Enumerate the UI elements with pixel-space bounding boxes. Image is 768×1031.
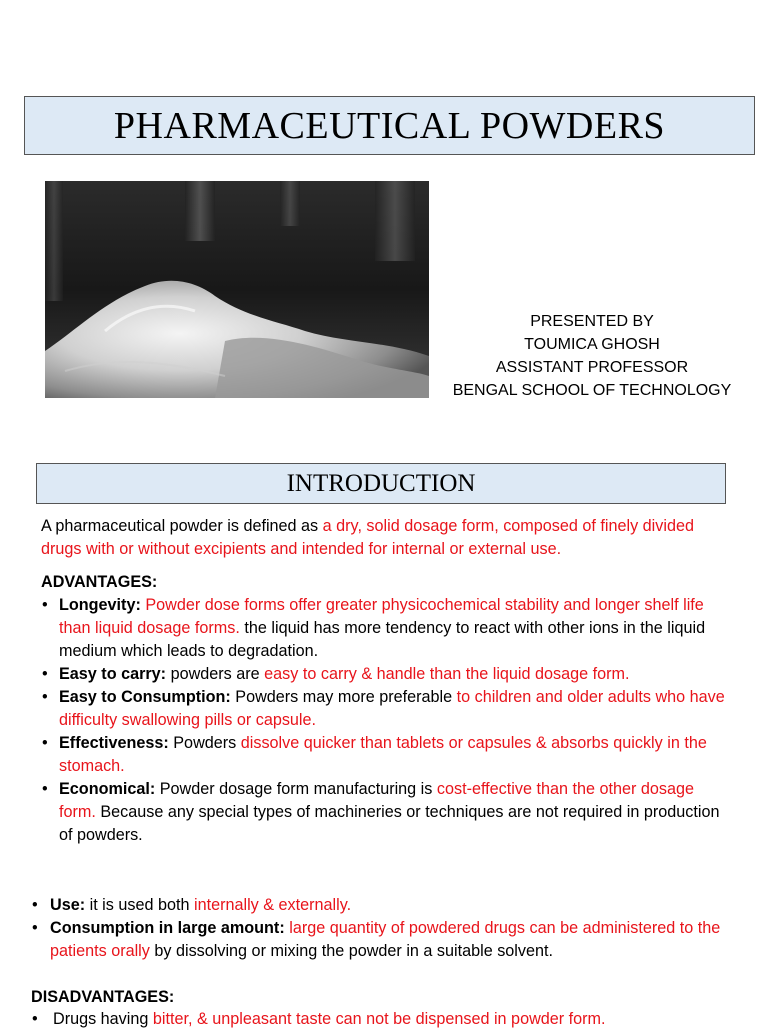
intro-lead: A pharmaceutical powder is defined as	[41, 517, 323, 535]
item-highlight: cost-effective than the other dosage form.	[59, 780, 694, 821]
disadvantages-list	[31, 1008, 731, 1031]
item-text: Because any special types of machineries or techniques are not required in production of powders.	[59, 803, 720, 844]
list-item	[41, 686, 731, 732]
item-text: Drugs having	[53, 1010, 153, 1028]
slide-title	[24, 96, 755, 155]
content-body	[41, 515, 731, 847]
disadvantages-heading: DISADVANTAGES:	[31, 988, 175, 1006]
item-label: Easy to Consumption:	[59, 688, 231, 706]
powder-photo	[45, 181, 429, 398]
list-item	[31, 917, 731, 963]
item-highlight: dissolve quicker than tablets or capsules & absorbs quickly in the stomach.	[59, 734, 707, 775]
presenter-info	[447, 310, 737, 402]
item-highlight: to children and older adults who have difficulty swallowing pills or capsule.	[59, 688, 725, 729]
presenter-line: PRESENTED BY	[530, 313, 654, 330]
section-heading	[36, 463, 726, 504]
item-highlight: bitter, & unpleasant taste can not be dispensed in powder form.	[152, 1010, 606, 1028]
list-item	[41, 732, 731, 778]
more-advantages-list	[31, 894, 731, 963]
list-item	[41, 778, 731, 847]
presenter-role: ASSISTANT PROFESSOR	[495, 359, 689, 376]
item-text: it is used both	[85, 896, 194, 914]
item-text: Powder dosage form manufacturing is	[155, 780, 437, 798]
item-label: Consumption in large amount:	[50, 919, 285, 937]
list-item	[31, 894, 731, 917]
item-text: Powders may more preferable	[230, 688, 457, 706]
presenter-institution: BENGAL SCHOOL OF TECHNOLOGY	[452, 382, 732, 399]
powder-pile-image	[45, 181, 429, 398]
item-label: Effectiveness:	[59, 734, 169, 752]
presenter-name: TOUMICA GHOSH	[524, 336, 660, 353]
intro-paragraph	[41, 515, 731, 561]
advantages-list	[41, 594, 731, 847]
intro-definition: a dry, solid dosage form, composed of finely divided drugs with or without excipients and intended for internal or external use.	[41, 517, 694, 558]
item-label: Easy to carry:	[59, 665, 167, 683]
advantages-heading: ADVANTAGES:	[41, 573, 158, 591]
item-highlight: internally & externally.	[193, 896, 352, 914]
item-label: Economical:	[59, 780, 156, 798]
slide-title-text: PHARMACEUTICAL POWDERS	[113, 104, 666, 147]
list-item	[41, 594, 731, 663]
item-highlight: Powder dose forms offer greater physicochemical stability and longer shelf life than liquid dosage forms.	[59, 596, 704, 637]
item-highlight: large quantity of powdered drugs can be administered to the patients orally	[50, 919, 721, 960]
item-highlight: easy to carry & handle than the liquid dosage form.	[264, 665, 630, 683]
item-text: Powders	[168, 734, 241, 752]
item-label: Longevity:	[59, 596, 141, 614]
item-label: Use:	[50, 896, 86, 914]
item-text: powders are	[166, 665, 265, 683]
section-heading-text: INTRODUCTION	[286, 469, 476, 497]
list-item	[41, 663, 731, 686]
list-item	[31, 1008, 731, 1031]
item-text: by dissolving or mixing the powder in a suitable solvent.	[149, 942, 553, 960]
item-text: the liquid has more tendency to react with other ions in the liquid medium which leads to degradation.	[59, 619, 706, 660]
